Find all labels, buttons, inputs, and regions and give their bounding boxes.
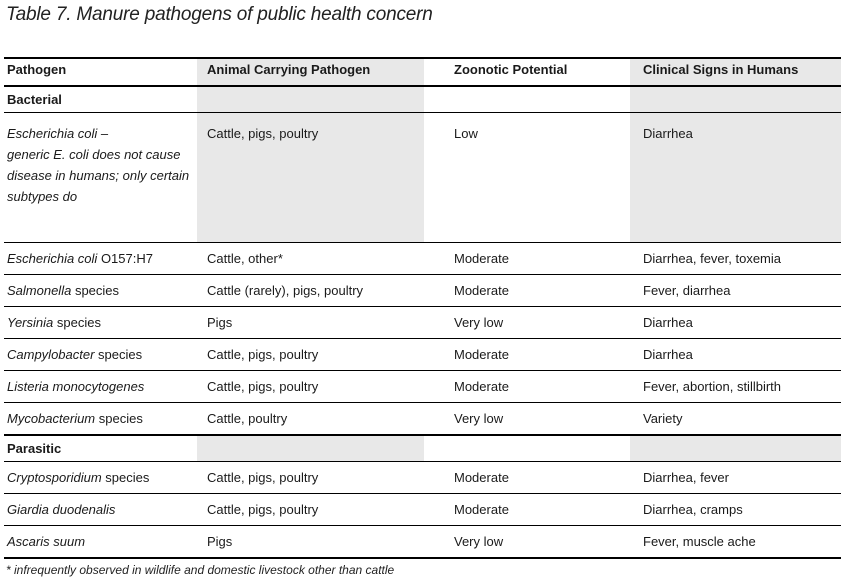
cell-zoonotic: Moderate [454,251,509,266]
cell-animal: Cattle (rarely), pigs, poultry [207,283,364,298]
cell-pathogen: Giardia duodenalis [7,502,116,517]
cell-signs: Diarrhea, cramps [643,502,743,517]
cell-zoonotic: Moderate [454,283,509,298]
pathogen-table [4,57,841,559]
section-label: Parasitic [7,441,62,456]
table-row [4,275,841,307]
header-row [4,58,841,86]
cell-pathogen: Yersinia species [7,315,101,330]
header-animal: Animal Carrying Pathogen [197,58,424,86]
cell-animal: Cattle, other* [207,251,283,266]
cell-signs: Fever, muscle ache [643,534,756,549]
table-number: Table 7. [6,4,72,25]
cell-zoonotic: Very low [454,411,504,426]
cell-zoonotic: Very low [454,315,504,330]
cell-pathogen: Salmonella species [7,283,120,298]
cell-signs: Diarrhea [643,347,693,362]
cell-animal: Pigs [207,315,233,330]
cell-animal: Cattle, pigs, poultry [207,379,319,394]
section-label: Bacterial [7,92,62,107]
cell-zoonotic: Moderate [454,502,509,517]
cell-animal: Cattle, pigs, poultry [207,347,319,362]
cell-zoonotic: Very low [454,534,504,549]
table-title: Manure pathogens of public health concern [76,4,433,25]
table-row [4,243,841,275]
table-row [4,462,841,494]
cell-signs: Diarrhea [643,315,693,330]
cell-zoonotic: Moderate [454,470,509,485]
table-row [4,307,841,339]
table-row [4,494,841,526]
header-pathogen: Pathogen [7,62,67,77]
table-row [4,113,841,243]
cell-signs: Fever, abortion, stillbirth [643,379,782,394]
cell-pathogen: Escherichia coli O157:H7 [7,251,153,266]
cell-signs: Variety [643,411,683,426]
cell-animal: Pigs [207,534,233,549]
cell-signs: Diarrhea, fever, toxemia [643,251,782,266]
cell-zoonotic: Moderate [454,379,509,394]
table-row [4,371,841,403]
cell-pathogen: Cryptosporidium species [7,470,150,485]
cell-signs: Fever, diarrhea [643,283,731,298]
header-zoonotic: Zoonotic Potential [454,62,568,77]
footnote: * infrequently observed in wildlife and domestic livestock other than cattle [6,563,395,577]
cell-zoonotic: Moderate [454,347,509,362]
cell-signs: Diarrhea [630,113,841,243]
cell-animal: Cattle, pigs, poultry [207,470,319,485]
cell-pathogen: Campylobacter species [7,347,143,362]
cell-pathogen: Ascaris suum [7,534,86,549]
cell-pathogen: Escherichia coli – generic E. coli does not cause disease in humans; only certain subtypes do [7,126,190,204]
cell-zoonotic: Low [454,126,478,141]
table-caption [6,4,433,26]
cell-animal: Cattle, pigs, poultry [197,113,424,243]
cell-animal: Cattle, poultry [207,411,288,426]
table-row [4,526,841,559]
table-row [4,403,841,436]
cell-pathogen: Mycobacterium species [7,411,143,426]
header-signs: Clinical Signs in Humans [630,58,841,86]
table-row [4,339,841,371]
section-row-parasitic [4,435,841,462]
cell-animal: Cattle, pigs, poultry [207,502,319,517]
section-row-bacterial [4,86,841,113]
cell-signs: Diarrhea, fever [643,470,729,485]
cell-pathogen: Listeria monocytogenes [7,379,145,394]
